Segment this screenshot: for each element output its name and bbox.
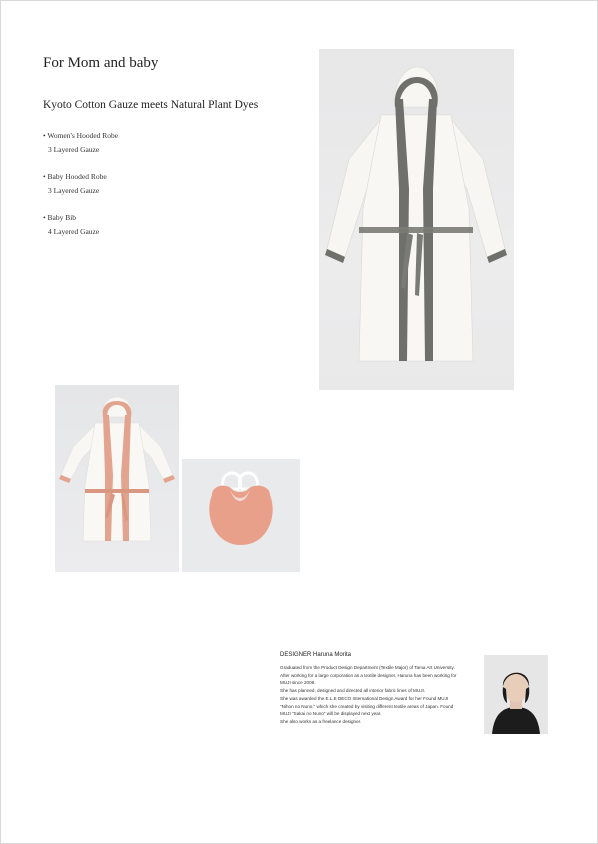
product-item-womens-robe	[43, 129, 283, 157]
designer-bio-line: She also works as a freelance designer.	[280, 718, 362, 724]
designer-info	[280, 652, 482, 726]
designer-bio-line: "Nihon no Nuno," which she created by visiting different textile areas of Japan. Found	[280, 703, 454, 709]
product-spec: 3 Layered Gauze	[48, 145, 100, 154]
page-subtitle: Kyoto Cotton Gauze meets Natural Plant Dyes	[43, 99, 259, 111]
page-title: For Mom and baby	[43, 55, 159, 71]
baby-bib-illustration	[182, 459, 300, 572]
baby-robe-photo	[55, 385, 179, 572]
product-spec: 3 Layered Gauze	[48, 186, 100, 195]
product-item-baby-robe	[43, 170, 283, 198]
designer-heading: DESIGNER Haruna Morita	[280, 652, 352, 658]
designer-bio	[280, 664, 482, 726]
designer-bio-line: She has planned, designed and directed all interior fabric lines of MUJI.	[280, 688, 426, 694]
designer-portrait-illustration	[484, 655, 548, 734]
designer-bio-line: After working for a large corporation as a textile designer, Haruna has been working for	[280, 672, 457, 678]
designer-bio-line: MUJI "Sakai no Nuno" will be displayed next year.	[280, 711, 382, 717]
designer-portrait	[484, 655, 548, 734]
designer-bio-line: She was awarded the E.L.E DECO International Design Award for her Found MUJI	[280, 695, 449, 701]
product-name: • Women's Hooded Robe	[43, 131, 119, 140]
baby-robe-illustration	[55, 385, 179, 572]
product-list	[43, 129, 283, 252]
womens-robe-illustration	[319, 49, 514, 390]
designer-bio-line: MUJI since 2008.	[280, 680, 316, 686]
womens-robe-photo	[319, 49, 514, 390]
product-name: • Baby Hooded Robe	[43, 172, 107, 181]
product-spec: 4 Layered Gauze	[48, 227, 100, 236]
product-item-baby-bib	[43, 211, 283, 239]
product-name: • Baby Bib	[43, 213, 77, 222]
baby-bib-photo	[182, 459, 300, 572]
designer-bio-line: Graduated from the Product Design Department (Textile Major) of Tama Art University.	[280, 665, 455, 670]
